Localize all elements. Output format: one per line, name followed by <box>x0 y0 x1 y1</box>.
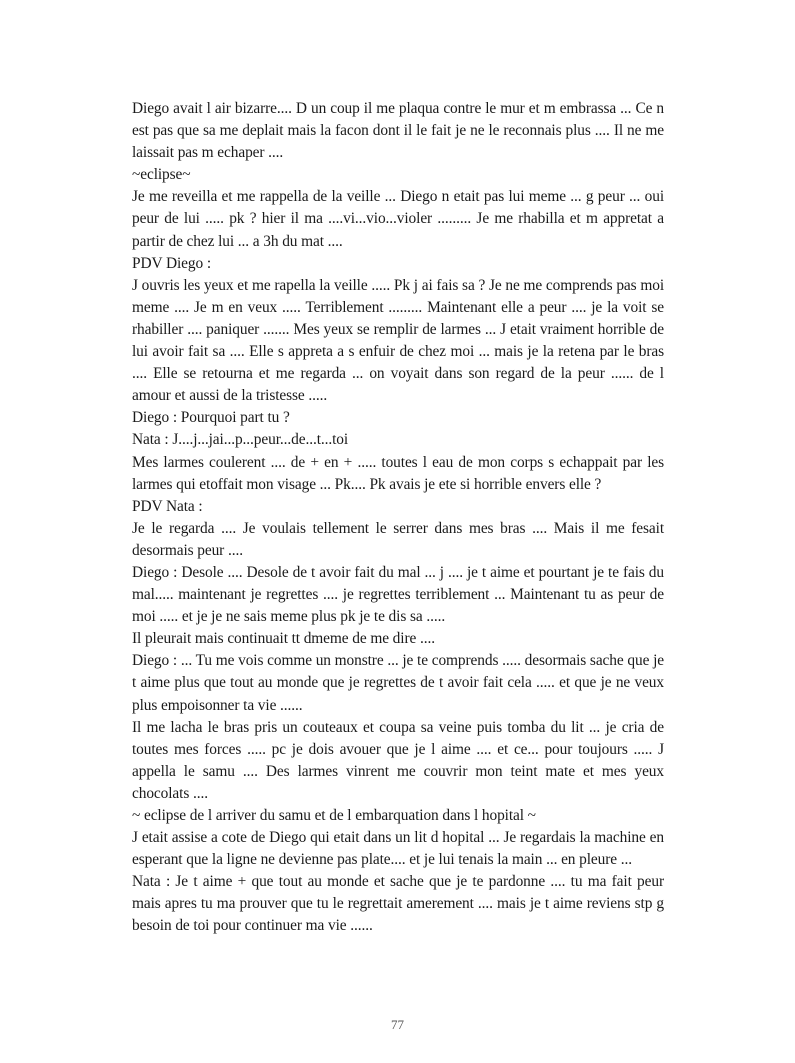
pov-heading: PDV Nata : <box>132 497 203 515</box>
paragraph: Je me reveilla et me rappella de la veille ... Diego n etait pas lui meme ... g peur ... oui peur de lui ..... pk ? hier il ma ....vi...vio...violer ......... Je me rhabilla et m appretat a partir de chez lui ... a 3h du mat .... <box>132 188 664 250</box>
paragraph: Diego avait l air bizarre.... D un coup il me plaqua contre le mur et m embrassa ... Ce n est pas que sa me deplait mais la facon dont il le fait je ne le reconnais plus .... Il ne me laissait pas m echaper .... <box>132 100 664 162</box>
paragraph: Mes larmes coulerent .... de + en + ..... toutes l eau de mon corps s echappait par les larmes qui etoffait mon visage ... Pk.... Pk avais je ete si horrible envers elle ? <box>132 453 664 493</box>
dialogue-line: Nata : Je t aime + que tout au monde et sache que je te pardonne .... tu ma fait peur mais apres tu ma prouver que tu le regrettait amerement .... mais je t aime reviens stp g besoin de toi pour continuer ma vie ...... <box>132 873 664 935</box>
scene-break: ~eclipse~ <box>132 166 191 184</box>
paragraph: Je le regarda .... Je voulais tellement le serrer dans mes bras .... Mais il me fesait desormais peur .... <box>132 519 664 559</box>
paragraph: J etait assise a cote de Diego qui etait dans un lit d hopital ... Je regardais la machine en esperant que la ligne ne devienne pas plate.... et je lui tenais la main ... en pleure ... <box>132 829 664 869</box>
pov-heading: PDV Diego : <box>132 254 211 272</box>
paragraph: Il pleurait mais continuait tt dmeme de me dire .... <box>132 630 435 648</box>
dialogue-line: Diego : Pourquoi part tu ? <box>132 409 290 427</box>
paragraph: J ouvris les yeux et me rapella la veille ..... Pk j ai fais sa ? Je ne me comprends pas moi meme .... Je m en veux ..... Terriblement ......... Maintenant elle a peur .... je la voit se rhabiller .... paniquer ....... Mes yeux se remplir de larmes ... J etait vraiment horrible de lui avoir fait sa .... Elle s appreta a s enfuir de chez moi ... mais je la retena par le bras .... Elle se retourna et me regarda ... on voyait dans son regard de la peur ...... de l amour et aussi de la tristesse ..... <box>132 276 664 405</box>
dialogue-line: Nata : J....j...jai...p...peur...de...t...toi <box>132 431 349 449</box>
dialogue-line: Diego : Desole .... Desole de t avoir fait du mal ... j .... je t aime et pourtant je te fais du mal..... maintenant je regrettes .... je regrettes terriblement ... Maintenant tu as peur de moi ..... et je je ne sais meme plus pk je te dis sa ..... <box>132 563 664 626</box>
paragraph: Il me lacha le bras pris un couteaux et coupa sa veine puis tomba du lit ... je cria de toutes mes forces ..... pc je dois avouer que je l aime .... et ce... pour toujours ..... J appella le samu .... Des larmes vinrent me couvrir mon teint mate et mes yeux chocolats .... <box>132 718 664 802</box>
dialogue-line: Diego : ... Tu me vois comme un monstre ... je te comprends ..... desormais sache que je t aime plus que tout au monde que je regrettes de t avoir fait cela ..... et que je ne veux plus empoisonner ta vie ...... <box>132 652 664 714</box>
page-number: 77 <box>391 1017 404 1032</box>
body-text <box>132 98 664 938</box>
scene-break: ~ eclipse de l arriver du samu et de l embarquation dans l hopital ~ <box>132 807 536 824</box>
